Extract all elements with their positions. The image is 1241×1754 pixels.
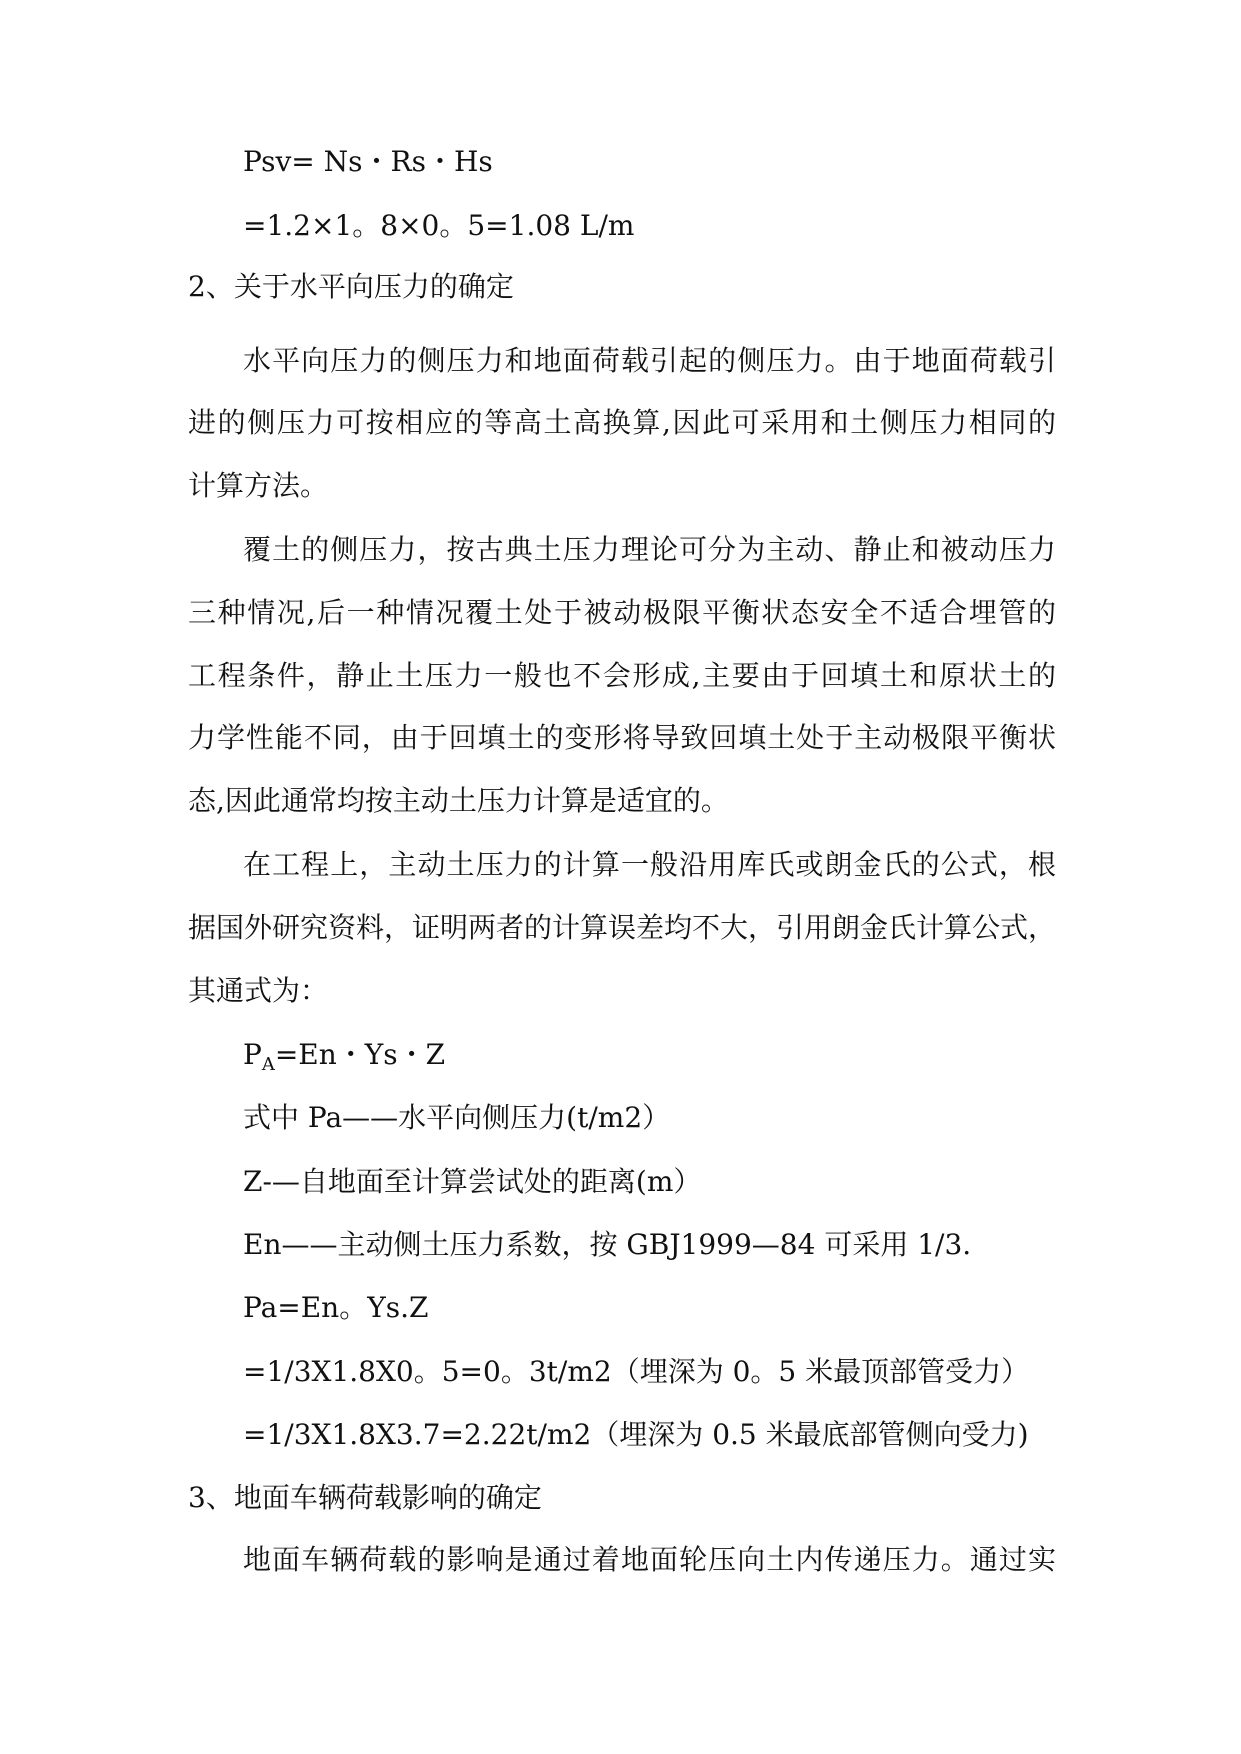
definition-line: En——主动侧土压力系数，按 GBJ1999—84 可采用 1/3. xyxy=(243,1228,972,1261)
paragraph-line: 覆土的侧压力，按古典土压力理论可分为主动、静止和被动压力 xyxy=(243,533,1056,566)
paragraph-line: 工程条件，静止土压力一般也不会形成,主要由于回填土和原状土的 xyxy=(188,659,1056,692)
paragraph-line: 三种情况,后一种情况覆土处于被动极限平衡状态安全不适合埋管的 xyxy=(188,596,1056,629)
formula-pa-symbol: P xyxy=(243,1038,262,1071)
paragraph-line: 据国外研究资料，证明两者的计算误差均不大，引用朗金氏计算公式， xyxy=(188,911,1057,944)
formula-psv: Psv= Ns・Rs・Hs xyxy=(243,145,493,178)
paragraph-line: 水平向压力的侧压力和地面荷载引起的侧压力。由于地面荷载引 xyxy=(243,344,1056,377)
paragraph-line: 地面车辆荷载的影响是通过着地面轮压向土内传递压力。通过实 xyxy=(243,1543,1056,1576)
paragraph-line: 在工程上，主动土压力的计算一般沿用库氏或朗金氏的公式，根 xyxy=(243,848,1056,881)
paragraph-line: 态,因此通常均按主动土压力计算是适宜的。 xyxy=(188,784,729,817)
definition-line: Z-—自地面至计算尝试处的距离(m） xyxy=(243,1165,702,1198)
paragraph-line: 进的侧压力可按相应的等高土高换算,因此可采用和土侧压力相同的 xyxy=(188,406,1056,439)
formula-psv-value: =1.2×1。8×0。5=1.08 L/m xyxy=(243,209,635,242)
formula-line: =1/3X1.8X3.7=2.22t/m2（埋深为 0.5 米最底部管侧向受力) xyxy=(243,1418,1029,1451)
definition-line: 式中 Pa——水平向侧压力(t/m2） xyxy=(243,1101,671,1134)
paragraph-line: 其通式为： xyxy=(188,974,329,1007)
formula-pa xyxy=(243,1035,445,1085)
formula-line: Pa=En。Ys.Z xyxy=(243,1291,429,1324)
formula-pa-rest: =En・Ys・Z xyxy=(274,1038,446,1071)
section-heading-2: 2、关于水平向压力的确定 xyxy=(188,270,514,303)
paragraph-line: 计算方法。 xyxy=(188,469,329,502)
paragraph-line: 力学性能不同，由于回填土的变形将导致回填土处于主动极限平衡状 xyxy=(188,721,1056,754)
formula-pa-subscript: A xyxy=(261,1054,275,1075)
formula-line: =1/3X1.8X0。5=0。3t/m2（埋深为 0。5 米最顶部管受力） xyxy=(243,1355,1030,1388)
section-heading-3: 3、地面车辆荷载影响的确定 xyxy=(188,1481,542,1514)
